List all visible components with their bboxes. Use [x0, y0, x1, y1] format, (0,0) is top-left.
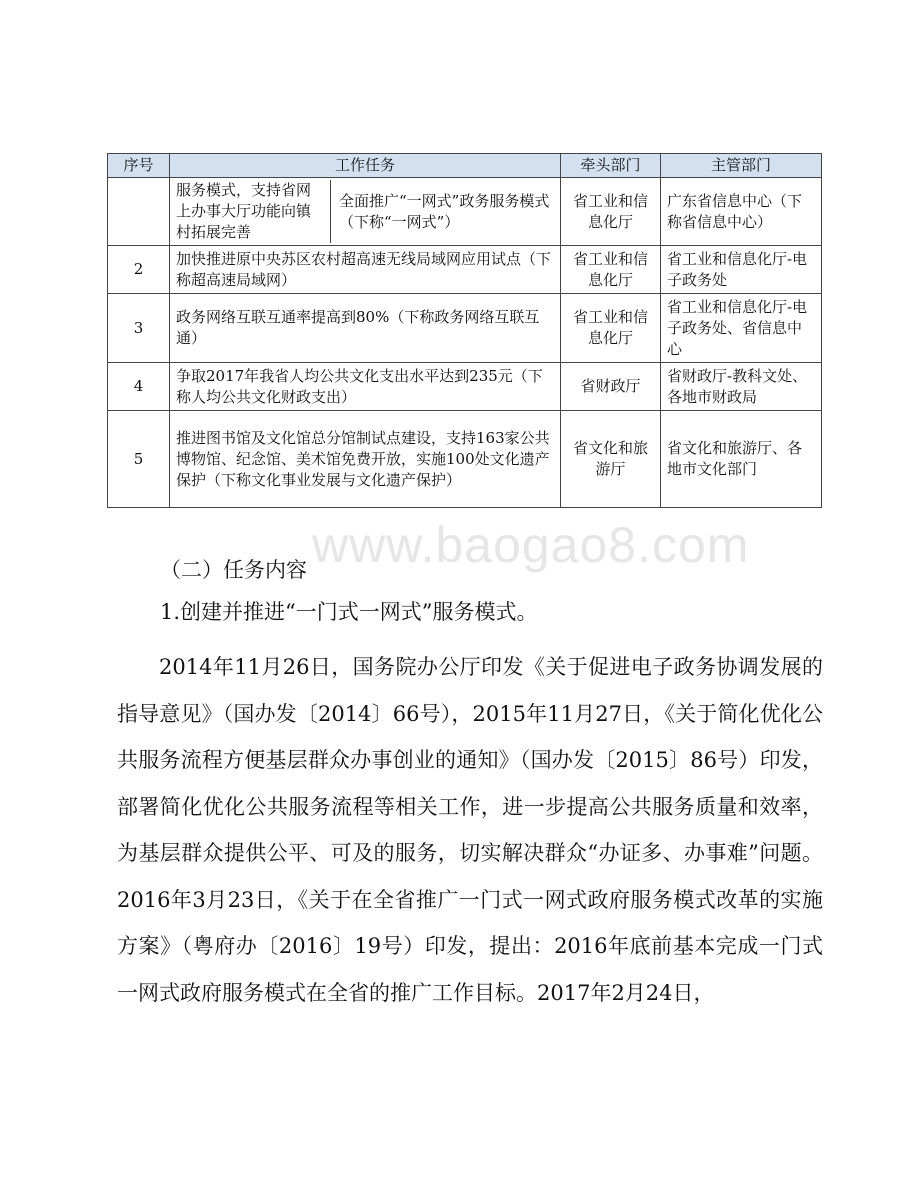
row-task: 加快推进原中央苏区农村超高速无线局域网应用试点（下称超高速局域网）	[170, 246, 561, 294]
table-row	[108, 363, 822, 411]
row-supervisor: 省工业和信息化厅-电子政务处、省信息中心	[661, 294, 822, 363]
table-row	[108, 411, 822, 508]
row-task-right: 全面推广“一网式”政务服务模式（下称“一网式”）	[339, 191, 550, 231]
row-supervisor: 广东省信息中心（下称省信息中心）	[661, 178, 822, 246]
row-task-split	[170, 178, 561, 246]
header-supervisor: 主管部门	[661, 154, 822, 178]
table-header-row	[108, 154, 822, 178]
watermark: www.baogao8.com	[312, 517, 750, 573]
task-table	[107, 153, 822, 508]
row-lead: 省工业和信息化厅	[561, 294, 661, 363]
row-seq: 2	[108, 246, 170, 294]
table-row	[108, 246, 822, 294]
header-lead: 牵头部门	[561, 154, 661, 178]
row-seq: 3	[108, 294, 170, 363]
row-supervisor: 省财政厅-教科文处、各地市财政局	[661, 363, 822, 411]
sub-heading: 1.创建并推进“一门式一网式”服务模式。	[160, 600, 538, 624]
row-supervisor: 省工业和信息化厅-电子政务处	[661, 246, 822, 294]
row-task: 政务网络互联互通率提高到80%（下称政务网络互联互通）	[170, 294, 561, 363]
row-seq	[108, 178, 170, 246]
row-seq: 4	[108, 363, 170, 411]
row-task-left: 服务模式，支持省网上办事大厅功能向镇村拓展完善	[176, 180, 331, 243]
row-lead: 省工业和信息化厅	[561, 246, 661, 294]
table-row	[108, 178, 822, 246]
row-lead: 省财政厅	[561, 363, 661, 411]
row-task: 推进图书馆及文化馆总分馆制试点建设，支持163家公共博物馆、纪念馆、美术馆免费开放，实施100处文化遗产保护（下称文化事业发展与文化遗产保护）	[170, 411, 561, 508]
table-row	[108, 294, 822, 363]
row-lead: 省工业和信息化厅	[561, 178, 661, 246]
row-lead: 省文化和旅游厅	[561, 411, 661, 508]
row-supervisor: 省文化和旅游厅、各地市文化部门	[661, 411, 822, 508]
header-seq: 序号	[108, 154, 170, 178]
row-seq: 5	[108, 411, 170, 508]
section-heading: （二）任务内容	[160, 558, 307, 582]
row-task: 争取2017年我省人均公共文化支出水平达到235元（下称人均公共文化财政支出）	[170, 363, 561, 411]
header-task: 工作任务	[170, 154, 561, 178]
body-paragraph: 2014年11月26日，国务院办公厅印发《关于促进电子政务协调发展的指导意见》（国办发〔2014〕66号），2015年11月27日，《关于简化优化公共服务流程方便基层群众办事创业的通知》（国办发〔2015〕86号）印发，部署简化优化公共服务流程等相关工作，进一步提高公共服务质量和效率，为基层群众提供公平、可及的服务，切实解决群众“办证多、办事难”问题。2016年3月23日，《关于在全省推广一门式一网式政府服务模式改革的实施方案》（粤府办〔2016〕19号）印发，提出：2016年底前基本完成一门式一网式政府服务模式在全省的推广工作目标。2017年2月24日，	[117, 655, 823, 1005]
